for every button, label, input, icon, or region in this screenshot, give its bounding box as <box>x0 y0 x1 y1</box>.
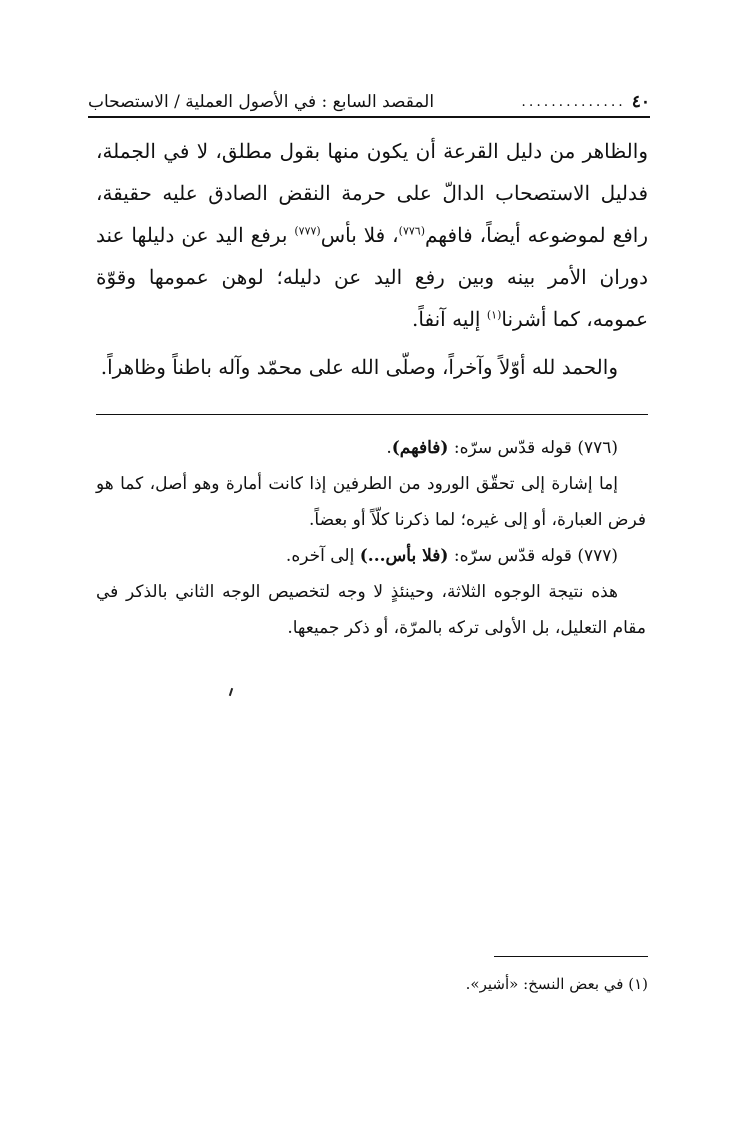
main-text-part-4: إليه آنفاً. <box>412 307 487 331</box>
comment-quoted-phrase: (فافهم) <box>391 438 449 458</box>
main-text <box>96 130 648 388</box>
comment-ref-777: (٧٧٧) <box>294 224 321 238</box>
comment-heading-777 <box>96 538 646 574</box>
comment-heading-prefix: (٧٧٦) قوله قدّس سرّه: <box>448 438 618 458</box>
footnote: (١) في بعض النسخ: «أشير». <box>465 975 648 993</box>
running-head <box>88 86 650 114</box>
footnote-rule <box>494 956 648 957</box>
comment-quoted-phrase: (فلا بأس...) <box>359 546 449 566</box>
footnote-ref-1: (١) <box>486 308 502 322</box>
main-paragraph <box>96 130 648 340</box>
comment-heading-suffix: إلى آخره. <box>285 546 360 566</box>
comment-body-777: هذه نتيجة الوجوه الثلاثة، وحينئذٍ لا وجه لتخصيص الوجه الثاني بالذكر في مقام التعليل، بل الأولى تركه بالمرّة، أو ذكر جميعها. <box>96 582 646 638</box>
comment-body-776: إما إشارة إلى تحقّق الورود من الطرفين إذا كانت أمارة وهو أصل، كما هو فرض العبارة، أو إلى غيره؛ لما ذكرنا كلّاً أو بعضاً. <box>96 474 646 530</box>
scan-speck <box>229 688 233 696</box>
comment-heading-prefix: (٧٧٧) قوله قدّس سرّه: <box>448 546 618 566</box>
page-number: ٤٠ <box>631 92 650 112</box>
leader-dots: .............. <box>521 94 626 110</box>
comment-ref-776: (٧٧٦) <box>398 224 425 238</box>
commentary-separator <box>96 414 648 415</box>
comment-heading-776 <box>96 430 646 466</box>
commentary-section <box>96 430 646 646</box>
running-title: المقصد السابع : في الأصول العملية / الاستصحاب <box>88 92 435 112</box>
closing-doxology: والحمد لله أوّلاً وآخراً، وصلّى الله على محمّد وآله باطناً وظاهراً. <box>100 355 618 379</box>
main-text-part-1: والظاهر من دليل القرعة أن يكون منها بقول مطلق، لا في الجملة، فدليل الاستصحاب الدالّ على حرمة النقض الصادق عليه حقيقة، رافع لموضوعه أيضاً، فافهم <box>96 139 648 247</box>
main-text-part-2: ، فلا بأس <box>320 223 399 247</box>
header-rule <box>88 116 650 118</box>
main-text-part-3: برفع اليد عن دليلها عند دوران الأمر بينه وبين رفع اليد عن دليله؛ لوهن عمومها وقوّة عمومه، كما أشرنا <box>96 223 648 331</box>
comment-heading-suffix: . <box>386 438 392 458</box>
